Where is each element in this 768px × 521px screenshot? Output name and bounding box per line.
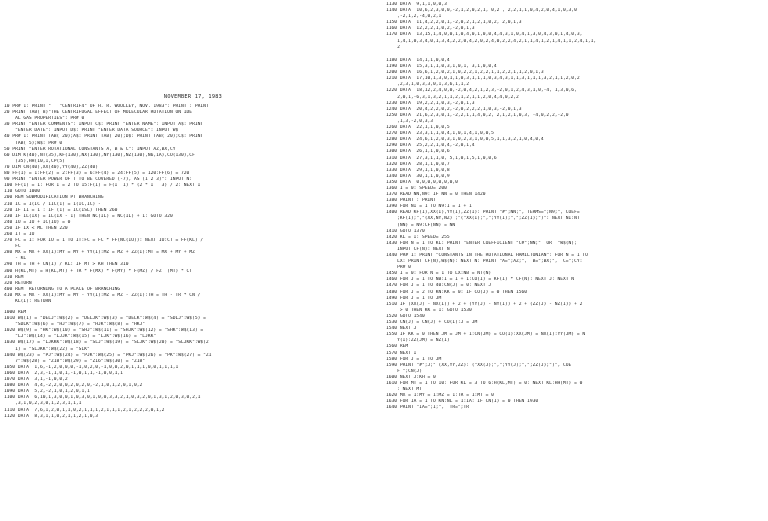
code-line: 1600 NEXT J:KH = 0: [386, 374, 436, 380]
code-line: 270 FC = 1: FOR IU = 1 TO IT:FC = FC * FF(NC(IU)): NEXT IU:CT = FF(KL) /: [4, 238, 204, 244]
code-line: 310 REM: [4, 274, 24, 280]
code-line: 1120 DATA 8,3,1,1,0,2,1,1,2,1,0,3: [4, 413, 99, 419]
code-line: AL GAS PROPERTIES": PR# 0: [4, 116, 85, 122]
code-line: 1530 CN(J) = CN(J) + CO(I):J = JM: [386, 320, 478, 326]
code-line: 1380 PRINT : PRINT: [386, 198, 436, 204]
code-line: ,1,3,-2,0,3,3: [386, 118, 434, 124]
code-line: 220 IF II = 1 : IF (1) = IC(ISL) THEN 260: [4, 207, 118, 213]
code-line: 320 RETURN: [4, 280, 32, 286]
code-line: 410 MX = MX - XX(I):MY = MY - YY(I):MZ = MZ - ZZ(I):TH = TH - TR * CN /: [4, 292, 201, 298]
code-line: 260 IT = IU: [4, 231, 35, 237]
code-line: INPUT CF(N): NEXT N: [386, 246, 450, 252]
code-line: Y(I):ZZ(JM) = NZ(I): [386, 338, 450, 344]
code-line: 1630 FOR IA = 1 TO KN:NL = 1:IA: IF CN(I) = 0 THEN 1930: [386, 399, 539, 405]
code-line: 210 IC = I(IC / 1IC(1) = 1(IC,IC) -: [4, 201, 101, 207]
code-line: (NN) = N9:CF(NN) = NN: [386, 222, 456, 228]
code-line: 1310 DATA 27,3,1,1,0, 5,1,0,1,5,1,0,0,6: [386, 155, 497, 161]
code-line: 30 PRINT "ENTER COMMENTS": INPUT C$: PRINT "ENTER NAME": INPUT A$: PRINT: [4, 122, 204, 128]
code-line: 1640 PRINT "IA=";I;", TR=";TR: [386, 405, 469, 411]
code-line: 1360 I = 0: SPEED= 200: [386, 185, 447, 191]
code-line: 2,0,1,-6,3,1,3,2,1,1,2,1,2,1,1,2,0,4,4,0,2,2: [386, 94, 519, 100]
code-line: 1620 MX = 1:MY = 1:MZ = 1:TR = 1:MT = 0: [386, 393, 494, 399]
code-line: 1220 DATA 18,12,2,4,0,0,-2,0,4,2,1,2,3,-2,0,1,2,4,3,1,0,-4, 1,3,0,6,: [386, 88, 577, 94]
code-line: 80 FF(1) = 1:FF(2) = 2:FF(3) = 6:FF(4) = 24:FF(5) = 120:FF(6) = 720: [4, 171, 190, 177]
code-line: 1) = "SLJKK":W$(22) = "SLK": [4, 346, 90, 352]
code-line: TAB( 5);W$: PR# 0: [4, 140, 63, 146]
code-line: 1370 READ NN,N9: IF NN = 0 THEN 1420: [386, 192, 486, 198]
code-line: 230 IF IL(IX) = IL(IX - 1) THEN NC(IL) = NC(IL) + 1: GOTO 320: [4, 213, 173, 219]
code-line: 1570 NEXT I: [386, 350, 417, 356]
code-line: > 0 THEN KK = 1: GOTO 1530: [386, 307, 472, 313]
code-line: - KL: [4, 256, 27, 262]
code-line: 1200 DATA 16,6,1,2,0,2,1,0,2,2,1,2,2,1,1,2,2,1,1,2,0,1,3: [386, 70, 544, 76]
code-line: 100 FF(1) = 1: FOR I = 2 TO 15:F(I) = F(I 1) * (2 * I 3) / 2: NEXT I: [4, 183, 201, 189]
code-line: 280 MX = MX + XX(I):MY = MY + YY(I):MZ = MZ + ZZ(I):MT = MX + MY + MZ: [4, 250, 195, 256]
code-line: 1330 DATA 29,1,1,0,0,8: [386, 167, 450, 173]
code-line: 1410 GOTO 1370: [386, 228, 425, 234]
code-line: 1300 DATA 26,1,1,0,0,6: [386, 149, 450, 155]
code-line: 40 PR# 1: PRINT TAB( 20);A$: PRINT TAB( 20);D$: PRINT TAB( 20);C$: PRINT: [4, 134, 204, 140]
code-line: (35),HH(10,1,CP(5): [4, 158, 65, 164]
code-line: 1050 DATA 1,6,-1,2,0,0,0,-1,0,2,0,-1,0,0,2,0,1,1,1,0,0,1,1,1,1: [4, 364, 179, 370]
code-line: F ";CN(J): [386, 368, 422, 374]
code-line: 1450 I = 0: FOR N = 1 TO LX:NB = NT(N): [386, 271, 492, 277]
code-line: 50 PRINT "ENTER ROTATIONAL CONSTANTS A, B & C": INPUT AZ,BX,CY: [4, 146, 176, 152]
code-line: : NEXT MT: [386, 387, 422, 393]
code-line: PR# 0: [386, 265, 411, 271]
code-line: 1210 DATA 17,10,1,3,0,1,1,0,3,1,1,1,0,3,4,3,1,1,3,1,1,1,3,2,1,1,2,0,2: [386, 76, 580, 82]
code-line: "LJ":W$(14) = "LJJK":W$(15) = "LJK":W$(16) = "LJKK": [4, 334, 157, 340]
right-column: [386, 0, 766, 521]
code-line: 1140 DATA 10,6,2,3,0,0,-2,1,2,0,2,1, 0,2 , 2,2,1,1,0,4,2,0,4,1,0,3,0: [386, 8, 577, 14]
code-line: 1390 FOR NI = 1 TO N9:I = I + 1: [386, 204, 472, 210]
program-listing-lower-left: [4, 310, 382, 420]
code-line: 1090 DATA 5,2,-2,1,0,1,2,0,1,1: [4, 389, 90, 395]
code-line: 70 DIM CN(40),XX(40),YY(40),ZZ(40): [4, 164, 99, 170]
code-line: 60 DIM K(40),NT(35),KF(130),NX(130),NY(130),NZ(130),N6,1A),CO(130),CF: [4, 152, 195, 158]
code-line: 90 PRINT "ENTER POWER OF T TO BE COVERED (-7), AS (1 2 3)": INPUT N:: [4, 177, 193, 183]
code-line: 1470 FOR J = 1 TO 40:CN(J) = 0: NEXT J: [386, 283, 492, 289]
code-line: 1610 FOR MT = 1 TO 10: FOR KL = 3 TO 6:H(KL,MT) = 0: NEXT KL:HH(MT) = 0: [386, 380, 583, 386]
code-line: 1230 DATA 19,2,2,1,0,3,-2,0,1,3: [386, 100, 475, 106]
code-line: 1520 GOTO 1540: [386, 313, 425, 319]
code-line: 1440 PR# 1: PRINT "CONSTANTS IN THE ROTATIONAL HAMILTONIAN": FOR N = 1 TO: [386, 253, 588, 258]
code-line: 20 PRINT TAB( 8)"THE CENTRIFUGAL EFFECT OF MOLECULAR ROTATION ON IDE: [4, 110, 193, 116]
code-line: 1480 FOR J = 2 TO KN:KK = 0: IF CO(J) = 0 THEN 1560: [386, 289, 528, 295]
code-line: 1420 KL = I: SPEED= 255: [386, 234, 450, 240]
code-line: 1460 FOR J = 1 TO NB:I = I + 1:CO(I) = KF(I) * CF(N): NEXT J: NEXT N: [386, 277, 575, 283]
code-line: 1430 FOR N = 1 TO KL: PRINT "ENTER COEFFICIENT "C#";NN;" OR "W$(N);: [386, 240, 577, 246]
code-line: 1290 DATA 25,2,2,1,0,4,-2,0,1,4: [386, 143, 475, 149]
code-line: 1560 REM: [386, 344, 409, 350]
code-line: 1130 DATA 9,1,1,0,0,3: [386, 2, 447, 7]
code-line: 1150 DATA 11,4,2,2,0,1,-2,0,2,1,2,1,0,2, 2,0,1,3: [386, 20, 522, 26]
code-line: 1000 REM: [4, 310, 27, 315]
code-line: 1160 DATA 12,2,2,1,0,2,-2,0,1,3: [386, 26, 475, 32]
code-line: 1030 W$(17) = "LJKKK":W$(18) = "SLJ":W$(19) = "SLJK":W$(20) = "SLJKK":W$(2: [4, 340, 209, 346]
code-line: 1400 READ KF(I),XX(I),YY(I),ZZ(I): PRINT "#";NN;", TERMS=";N9;", COEF=: [386, 210, 580, 216]
code-line: 1170 DATA 13,15,1,4,0,0,1,0,4,0,1,0,0,4,4,3,1,0,4,1,3,0,4,3,0,1,4,0,3,: [386, 32, 583, 38]
code-line: 1270 DATA 23,3,1,1,0,4,1,0,1,4,1,0,0,5: [386, 131, 494, 137]
code-line: 1040 W$(23) = "PJ":W$(24) = "PJK":W$(25) = "PKJ":W$(26) = "PK":W$(27) = "Z1: [4, 352, 212, 358]
code-line: 1020 W$(9) = "HK":W$(10) = "SHJ":W$(11) = "SHJK":W$(12) = "SHK":W$(13) =: [4, 328, 204, 334]
code-line: 1280 DATA 24,6,1,2,0,3,1,0,2,3,1,0,0,5,1,1,3,2,1,0,4,0,4: [386, 137, 544, 143]
code-line: 1250 DATA 21,6,2,3,0,1,-2,2,1,1,4,0,2, 2,1,2,1,0,3, -4,0,2,2,-2,0: [386, 112, 569, 118]
code-line: 1010 W$(1) = "DELJ":W$(2) = "DELJK":W$(3) = "DELK":W$(4) = "SDLJ":W$(5) =: [4, 316, 206, 322]
code-line: 7":W$(28) = "Z18":W$(29) = "Z16":W$(30) = "Z18": [4, 358, 146, 364]
code-line: "SDLK":W$(6) = "HJ":W$(7) = "HJK":W$(8) = "HKJ": [4, 322, 146, 328]
code-line: 1110 DATA 7,6,1,2,0,1,1,0,2,1,1,1,2,1,1,1,2,1,2,2,2,0,1,2: [4, 407, 165, 413]
code-line: 110 GOTO 1000: [4, 189, 40, 195]
code-line: KL(I): RETURN: [4, 299, 52, 304]
code-line: 1240 DATA 20,4,2,2,0,2,-2,0,2,2,2,1,0,3,-2,0,1,3: [386, 106, 522, 112]
code-line: ;KF(I);","(XX,NY,NZ) ;"("XX(I);",";YY(I);",";ZZ(I);")": NEXT NI:NT: [386, 216, 580, 222]
code-line: 1340 DATA 30,1,1,0,0,9: [386, 173, 450, 179]
code-line: 1070 DATA 3,1,-1,0,0,2: [4, 377, 68, 383]
code-line: 300 H(KL,MT) = H(KL,MT) + TR * F(MX) * F(MY) * F(MZ) / FZ (MT) * CT: [4, 268, 193, 274]
code-line: 1180 DATA 14,1,1,0,0,4: [386, 58, 450, 63]
page-date: NOVEMBER 17, 1983: [163, 94, 223, 100]
code-line: 1,4,1,0,3,4,0,1,3,4,2,2,0,4,2,0,2,4,0,2,2,4,2,1,1,4,1,2,1,4,1,1,2,4,1,1,: [386, 38, 597, 44]
code-line: 250 IF IX < ML THEN 220: [4, 225, 68, 231]
program-listing-lower-right: [386, 58, 766, 411]
left-column: [4, 0, 382, 521]
code-line: 1080 DATA 4,4,-2,2,0,0,2,0,2,0,-2,1,0,1,2,0,1,0,2: [4, 383, 143, 389]
code-line: 290 TH = TH + CN(I) / KL: IF MT > KH THEN 310: [4, 262, 129, 268]
code-line: 1260 DATA 22,1,1,0,0,5: [386, 125, 450, 131]
code-line: 1590 PRINT "#";J;" (XX,YY,ZZ): ("XX(J);",";YY(J);",";ZZ(J);")", COE: [386, 362, 572, 368]
code-line: FC: [4, 244, 21, 250]
program-listing-upper-left: [4, 104, 382, 305]
code-line: 1320 DATA 28,1,1,0,0,7: [386, 161, 450, 167]
code-line: ,3,1,0,2,3,0,1,2,3,1,1,1: [4, 401, 82, 407]
program-listing-upper-right: [386, 2, 766, 51]
code-line: 1540 NEXT J: [386, 326, 417, 332]
code-line: 1190 DATA 15,3,1,1,0,3,1,0,1, 3,1,0,0,4: [386, 64, 497, 70]
code-line: 400 REM RETURNING TO A PLACE OF BRANCHING: [4, 286, 121, 292]
code-line: 1580 FOR J = 1 TO JM: [386, 356, 442, 362]
code-line: 2: [386, 44, 400, 50]
code-line: ,-2,1,2,-4,0,2,1: [386, 14, 442, 20]
code-line: 1100 DATA 6,10,1,3,0,0,1,0,3,0,1,0,0,3,3,2,1,0,3,2,0,1,3,1,2,0,3,0,2,1: [4, 395, 201, 401]
code-line: "ENTER DATE": INPUT D$: PRINT "ENTER DATA SOURCE": INPUT W$: [4, 128, 179, 134]
code-line: 1490 FOR J = 1 TO JM: [386, 295, 442, 301]
code-line: 10 PR# 1: PRINT " "CENTRIF4" OF H. R. WOOLLEY, NOV. 1983": PRINT : PRINT: [4, 104, 209, 109]
code-line: 1350 DATA 0,0,0,0,0,0,0,0: [386, 179, 458, 185]
code-line: 1510 IF (XX(J) - NX(I)) + 2 + (YY(J) - NY(I)) + 2 + (ZZ(J) - NZ(I)) + 2: [386, 301, 583, 307]
code-line: 1550 IF KK = 0 THEN JM = JM + 1:CN(JM) = CO(I):XX(JM) = NX(I):YY(JM) = N: [386, 332, 586, 338]
code-line: 1060 DATA 2,3,-1,1,0,1,-1,0,1,1,-1,0,0,1,1: [4, 370, 123, 376]
code-line: 240 IU = IU + IC(IU) = 0: [4, 219, 71, 225]
code-line: ,2,3,1,0,3,3,0,1,3,6,1,1,2: [386, 82, 469, 88]
code-line: LX: PRINT CF(N),W$(N): NEXT N: PRINT "A=";AZ;", B=";BX;", C=";CY:: [386, 259, 583, 265]
code-line: 200 REM SUBMODIFICATION PT BRANCHING: [4, 195, 104, 201]
